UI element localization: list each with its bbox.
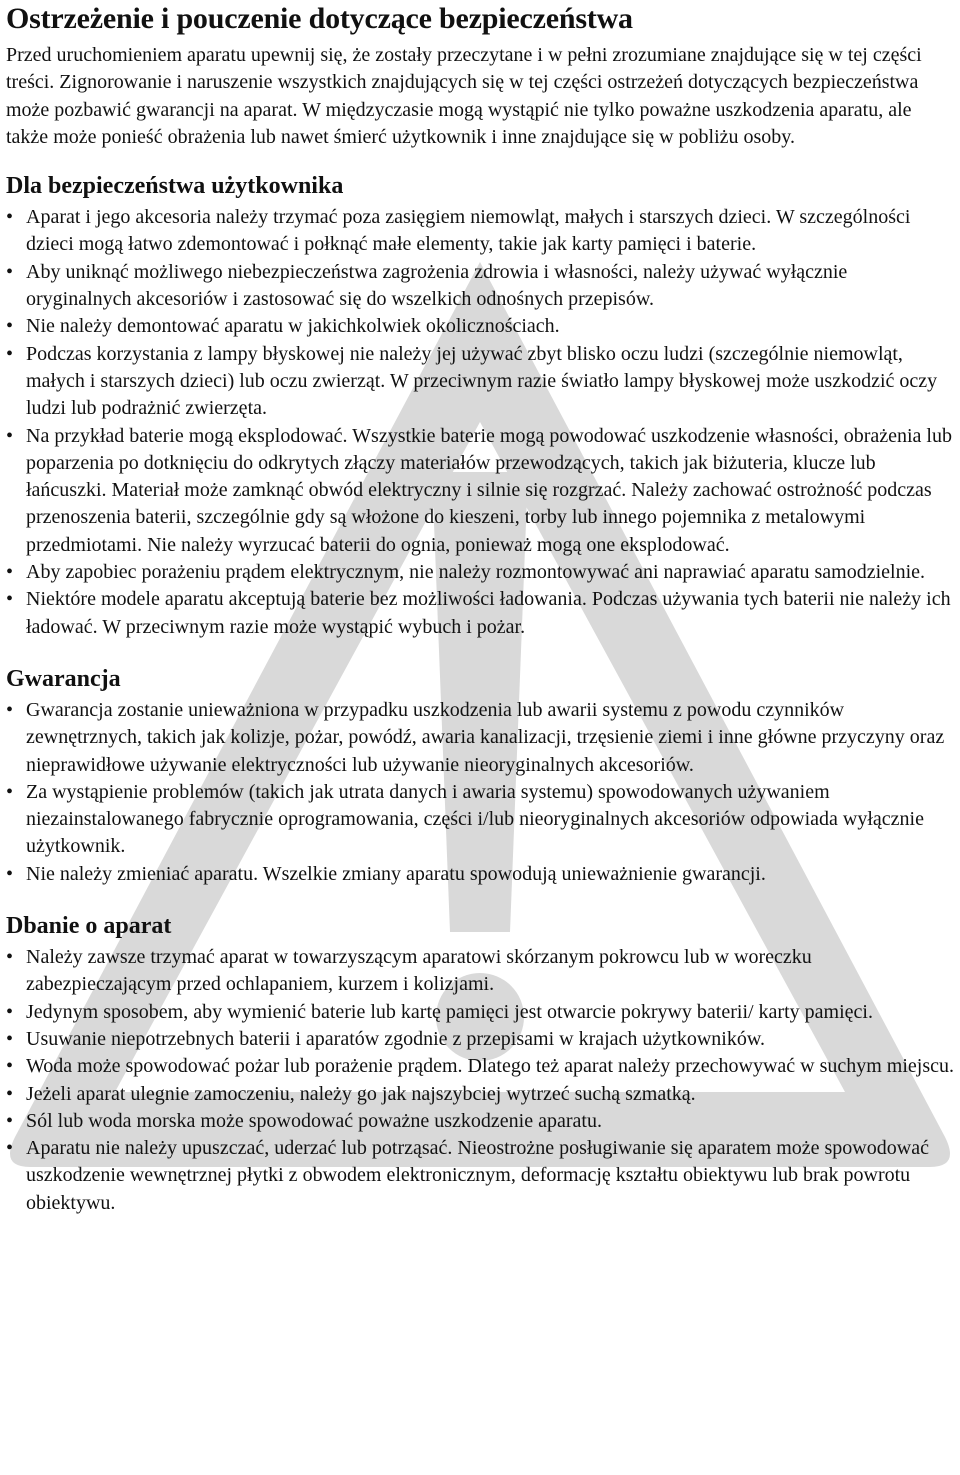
section-heading: Dla bezpieczeństwa użytkownika bbox=[6, 173, 344, 200]
document-body bbox=[0, 2, 960, 1217]
list-item: • Jeżeli aparat ulegnie zamoczeniu, należy go jak najszybciej wytrzeć suchą szmatką. bbox=[6, 1081, 954, 1108]
list-item: • Na przykład baterie mogą eksplodować. Wszystkie baterie mogą powodować uszkodzenie własności, obrażenia lub poparzenia po dotknięciu do odkrytych złączy materiałów przewodzących, takich jak biżuteria, klucze lub łańcuszki. Materiał może zamknąć obwód elektryczny i silnie się rozgrzać. Należy zachować ostrożność podczas przenoszenia baterii, szczególnie gdy są włożone do kieszeni, torby lub innego pojemnika z metalowymi przedmiotami. Nie należy wyrzucać baterii do ognia, ponieważ mogą one eksplodować. bbox=[6, 423, 954, 559]
list-item: • Aby uniknąć możliwego niebezpieczeństwa zagrożenia zdrowia i własności, należy używać wyłącznie oryginalnych akcesoriów i zastosować się do wszelkich odnośnych przepisów. bbox=[6, 259, 954, 314]
bullet-list bbox=[6, 697, 954, 888]
list-item: • Jedynym sposobem, aby wymienić baterie lub kartę pamięci jest otwarcie pokrywy baterii/ karty pamięci. bbox=[6, 999, 954, 1026]
bullet-list bbox=[6, 944, 954, 1217]
list-item: • Aparat i jego akcesoria należy trzymać poza zasięgiem niemowląt, małych i starszych dzieci. W szczególności dzieci mogą łatwo zdemontować i połknąć małe elementy, takie jak karty pamięci i baterie. bbox=[6, 204, 954, 259]
list-item: • Woda może spowodować pożar lub porażenie prądem. Dlatego też aparat należy przechowywać w suchym miejscu. bbox=[6, 1053, 954, 1080]
bullet-list bbox=[6, 204, 954, 641]
section-heading: Dbanie o aparat bbox=[6, 913, 172, 940]
list-item: • Należy zawsze trzymać aparat w towarzyszącym aparatowi skórzanym pokrowcu lub w woreczku zabezpieczającym przed ochlapaniem, kurzem i kolizjami. bbox=[6, 944, 954, 999]
section-heading: Gwarancja bbox=[6, 665, 121, 692]
list-item: • Usuwanie niepotrzebnych baterii i aparatów zgodnie z przepisami w krajach użytkowników. bbox=[6, 1026, 954, 1053]
list-item: • Nie należy zmieniać aparatu. Wszelkie zmiany aparatu spowodują unieważnienie gwarancji. bbox=[6, 861, 954, 888]
list-item: • Aby zapobiec porażeniu prądem elektrycznym, nie należy rozmontowywać ani naprawiać aparatu samodzielnie. bbox=[6, 559, 954, 586]
list-item: • Podczas korzystania z lampy błyskowej nie należy jej używać zbyt blisko oczu ludzi (szczególnie niemowląt, małych i starszych dzieci) lub oczu zwierząt. W przeciwnym razie światło lampy błyskowej może uszkodzić oczy ludzi lub podrażnić zwierzęta. bbox=[6, 341, 954, 423]
list-item: • Nie należy demontować aparatu w jakichkolwiek okolicznościach. bbox=[6, 313, 954, 340]
list-item: • Aparatu nie należy upuszczać, uderzać lub potrząsać. Nieostrożne posługiwanie się aparatem może spowodować uszkodzenie wewnętrznej płytki z obwodem elektronicznym, deformację kształtu obiektywu lub brak powrotu obiektywu. bbox=[6, 1135, 954, 1217]
list-item: • Za wystąpienie problemów (takich jak utrata danych i awaria systemu) spowodowanych używaniem niezainstalowanego fabrycznie oprogramowania, części i/lub nieoryginalnych akcesoriów odpowiada wyłącznie użytkownik. bbox=[6, 779, 954, 861]
intro-paragraph: Przed uruchomieniem aparatu upewnij się, że zostały przeczytane i w pełni zrozumiane znajdujące się w tej części treści. Zignorowanie i naruszenie wszystkich znajdujących się w tej części ostrzeżeń dotyczących bezpieczeństwa może pozbawić gwarancji na aparat. W międzyczasie mogą wystąpić nie tylko poważne uszkodzenia aparatu, ale także może ponieść obrażenia lub nawet śmierć użytkownik i inne znajdujące się w pobliżu osoby. bbox=[6, 44, 922, 148]
page-title: Ostrzeżenie i pouczenie dotyczące bezpieczeństwa bbox=[6, 2, 633, 35]
section-user-safety bbox=[6, 172, 954, 641]
section-warranty bbox=[6, 665, 954, 888]
list-item: • Niektóre modele aparatu akceptują baterie bez możliwości ładowania. Podczas używania tych baterii nie należy ich ładować. W przeciwnym razie może wystąpić wybuch i pożar. bbox=[6, 586, 954, 641]
section-camera-care bbox=[6, 912, 954, 1217]
list-item: • Gwarancja zostanie unieważniona w przypadku uszkodzenia lub awarii systemu z powodu czynników zewnętrznych, takich jak kolizje, pożar, powódź, awaria kanalizacji, trzęsienie ziemi i inne główne przyczyny oraz nieprawidłowe używanie elektryczności lub używanie nieoryginalnych akcesoriów. bbox=[6, 697, 954, 779]
list-item: • Sól lub woda morska może spowodować poważne uszkodzenie aparatu. bbox=[6, 1108, 954, 1135]
